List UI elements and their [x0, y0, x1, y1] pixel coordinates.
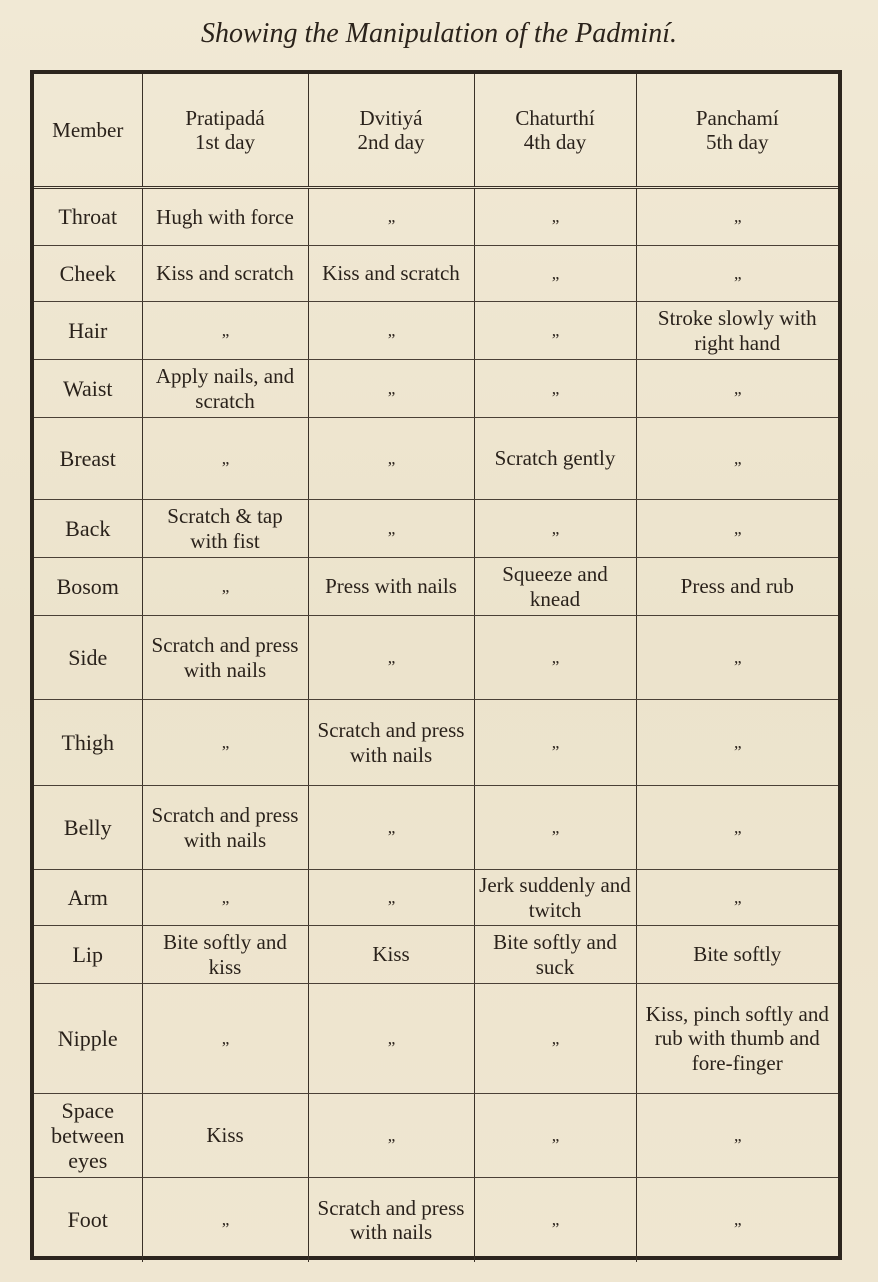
day-cell: Kiss and scratch [142, 246, 308, 302]
header-name: Dvitiyá [359, 105, 423, 130]
member-cell: Hair [34, 302, 142, 360]
day-cell: Scratch and press with nails [142, 616, 308, 700]
day-cell: „ [142, 870, 308, 926]
table-row [34, 700, 838, 786]
table-body [34, 188, 838, 1262]
table-row [34, 870, 838, 926]
day-cell: Kiss [308, 926, 474, 984]
day-cell: „ [636, 616, 838, 700]
day-cell: „ [308, 616, 474, 700]
day-cell: „ [308, 418, 474, 500]
day-cell: „ [636, 500, 838, 558]
header-day-1 [142, 74, 308, 188]
table-row [34, 500, 838, 558]
day-cell: „ [142, 984, 308, 1094]
day-cell: „ [636, 786, 838, 870]
day-cell: Scratch gently [474, 418, 636, 500]
day-cell: „ [474, 500, 636, 558]
day-cell: „ [636, 188, 838, 246]
header-name: Chaturthí [515, 105, 595, 130]
table-row [34, 984, 838, 1094]
header-day-label: 1st day [194, 130, 256, 154]
day-cell: „ [308, 870, 474, 926]
day-cell: „ [308, 786, 474, 870]
table-row [34, 246, 838, 302]
member-cell: Arm [34, 870, 142, 926]
day-cell: Scratch & tap with fist [142, 500, 308, 558]
table-row [34, 188, 838, 246]
member-cell: Cheek [34, 246, 142, 302]
day-cell: Bite softly [636, 926, 838, 984]
day-cell: Squeeze and knead [474, 558, 636, 616]
table-row [34, 616, 838, 700]
day-cell: „ [308, 984, 474, 1094]
member-cell: Back [34, 500, 142, 558]
day-cell: Kiss and scratch [308, 246, 474, 302]
day-cell: „ [308, 360, 474, 418]
header-row [34, 74, 838, 188]
member-cell: Space between eyes [34, 1094, 142, 1178]
member-cell: Foot [34, 1178, 142, 1262]
header-day-label: 5th day [706, 130, 769, 154]
header-name: Pratipadá [185, 105, 265, 130]
member-cell: Side [34, 616, 142, 700]
member-cell: Breast [34, 418, 142, 500]
day-cell: Kiss, pinch softly and rub with thumb and fore-finger [636, 984, 838, 1094]
day-cell: „ [474, 302, 636, 360]
header-day-label: 4th day [523, 130, 587, 154]
day-cell: „ [474, 616, 636, 700]
day-cell: „ [142, 418, 308, 500]
day-cell: „ [474, 188, 636, 246]
day-cell: „ [474, 1178, 636, 1262]
member-cell: Belly [34, 786, 142, 870]
day-cell: „ [636, 1178, 838, 1262]
day-cell: „ [474, 786, 636, 870]
table-row [34, 418, 838, 500]
day-cell: Scratch and press with nails [308, 1178, 474, 1262]
table-row [34, 926, 838, 984]
day-cell: Apply nails, and scratch [142, 360, 308, 418]
table-row [34, 1094, 838, 1178]
day-cell: „ [474, 984, 636, 1094]
manipulation-table-frame [30, 70, 842, 1260]
table-caption: Showing the Manipulation of the Padminí. [201, 18, 677, 49]
header-day-4 [636, 74, 838, 188]
day-cell: „ [636, 1094, 838, 1178]
day-cell: „ [308, 1094, 474, 1178]
day-cell: Press and rub [636, 558, 838, 616]
day-cell: „ [474, 246, 636, 302]
day-cell: „ [474, 1094, 636, 1178]
header-name: Member [52, 117, 124, 142]
day-cell: „ [636, 870, 838, 926]
day-cell: „ [308, 500, 474, 558]
day-cell: „ [142, 302, 308, 360]
table-row [34, 1178, 838, 1262]
day-cell: „ [636, 360, 838, 418]
member-cell: Throat [34, 188, 142, 246]
day-cell: Press with nails [308, 558, 474, 616]
header-day-label: 2nd day [357, 130, 425, 154]
day-cell: Scratch and press with nails [308, 700, 474, 786]
day-cell: „ [474, 700, 636, 786]
manipulation-table [34, 74, 838, 1262]
day-cell: Scratch and press with nails [142, 786, 308, 870]
table-row [34, 558, 838, 616]
header-day-3 [474, 74, 636, 188]
day-cell: „ [474, 360, 636, 418]
member-cell: Lip [34, 926, 142, 984]
day-cell: „ [142, 1178, 308, 1262]
day-cell: „ [636, 246, 838, 302]
day-cell: Bite softly and suck [474, 926, 636, 984]
day-cell: Kiss [142, 1094, 308, 1178]
day-cell: Hugh with force [142, 188, 308, 246]
table-row [34, 360, 838, 418]
day-cell: „ [142, 700, 308, 786]
member-cell: Nipple [34, 984, 142, 1094]
day-cell: „ [636, 700, 838, 786]
member-cell: Bosom [34, 558, 142, 616]
header-name: Panchamí [695, 105, 779, 130]
day-cell: „ [308, 302, 474, 360]
table-row [34, 302, 838, 360]
day-cell: Jerk suddenly and twitch [474, 870, 636, 926]
header-day-2 [308, 74, 474, 188]
member-cell: Waist [34, 360, 142, 418]
member-cell: Thigh [34, 700, 142, 786]
header-member [34, 74, 142, 188]
day-cell: „ [308, 188, 474, 246]
day-cell: Stroke slowly with right hand [636, 302, 838, 360]
day-cell: Bite softly and kiss [142, 926, 308, 984]
day-cell: „ [636, 418, 838, 500]
day-cell: „ [142, 558, 308, 616]
table-row [34, 786, 838, 870]
